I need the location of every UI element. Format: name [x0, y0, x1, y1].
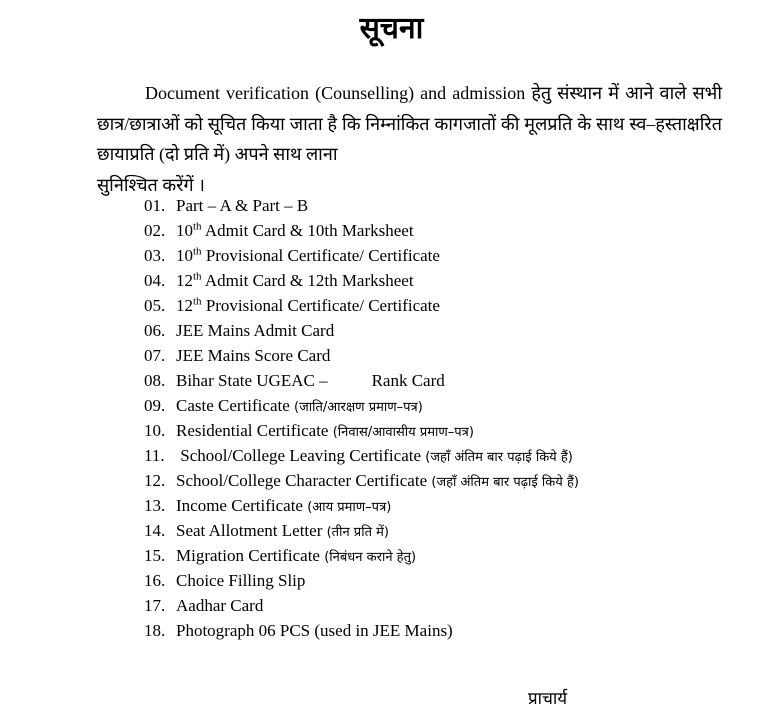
item-number: 03. [144, 246, 166, 265]
item-number: 14. [144, 521, 166, 540]
item-text: Provisional Certificate/ Certificate [201, 246, 440, 265]
item-text: Bihar State UGEAC – [176, 371, 328, 390]
item-note: (जहाँ अंतिम बार पढ़ाई किये हैं) [425, 450, 573, 465]
item-note: (जहाँ अंतिम बार पढ़ाई किये हैं) [431, 475, 579, 490]
item-grade: 10 [176, 221, 193, 240]
intro-last-line: सुनिश्चित करेंगें । [97, 174, 205, 195]
item-text: JEE Mains Admit Card [176, 321, 335, 340]
list-item [144, 393, 579, 418]
item-number: 16. [144, 571, 166, 590]
item-grade: 12 [176, 271, 193, 290]
item-sup: th [193, 295, 202, 308]
item-grade: 10 [176, 246, 193, 265]
item-number: 08. [144, 371, 166, 390]
item-text: Part – A & Part – B [176, 196, 309, 215]
item-number: 05. [144, 296, 166, 315]
item-note: (निबंधन कराने हेतु) [324, 550, 417, 565]
intro-text: Document verification (Counselling) and admission हेतु संस्थान में आने वाले सभी छात्र/छात्राओं को सूचित किया जाता है कि निम्नांकित कागजातों की मूलप्रति के साथ स्व–हस्ताक्षरित छायाप्रति (दो प्रति में) अपने साथ लाना [97, 83, 722, 164]
item-text: Admit Card & 12th Marksheet [201, 271, 414, 290]
list-item [144, 218, 579, 243]
list-item [144, 443, 579, 468]
item-sup: th [193, 245, 202, 258]
item-number: 12. [144, 471, 166, 490]
item-sup: th [193, 220, 202, 233]
item-note: (जाति/आरक्षण प्रमाण–पत्र) [294, 400, 423, 415]
list-item [144, 493, 579, 518]
item-note: (आय प्रमाण–पत्र) [307, 500, 392, 515]
item-text: Admit Card & 10th Marksheet [201, 221, 414, 240]
item-number: 11. [144, 446, 165, 465]
item-text: Choice Filling Slip [176, 571, 306, 590]
item-text: Residential Certificate [176, 421, 333, 440]
item-number: 09. [144, 396, 166, 415]
list-item [144, 468, 579, 493]
list-item [144, 368, 579, 393]
item-number: 10. [144, 421, 166, 440]
list-item [144, 568, 579, 593]
list-item [144, 593, 579, 618]
item-number: 15. [144, 546, 166, 565]
list-item [144, 618, 579, 643]
list-item [144, 318, 579, 343]
notice-title: सूचना [359, 11, 424, 46]
item-text: Provisional Certificate/ Certificate [201, 296, 440, 315]
item-grade: 12 [176, 296, 193, 315]
list-item [144, 193, 579, 218]
item-text: Photograph 06 PCS (used in JEE Mains) [176, 621, 453, 640]
item-text-secondary: Rank Card [371, 371, 445, 390]
item-text: Income Certificate [176, 496, 308, 515]
item-text: JEE Mains Score Card [176, 346, 331, 365]
item-number: 02. [144, 221, 166, 240]
intro-paragraph [97, 78, 722, 200]
item-text: School/College Leaving Certificate [176, 446, 426, 465]
list-item [144, 543, 579, 568]
signature-principal: प्राचार्य [528, 689, 568, 709]
item-number: 17. [144, 596, 166, 615]
item-number: 01. [144, 196, 166, 215]
item-note: (निवास/आवासीय प्रमाण–पत्र) [332, 425, 474, 440]
item-text: Caste Certificate [176, 396, 295, 415]
item-sup: th [193, 270, 202, 283]
item-text: School/College Character Certificate [176, 471, 432, 490]
list-item [144, 418, 579, 443]
item-text: Migration Certificate [176, 546, 325, 565]
document-list [144, 193, 579, 643]
list-item [144, 343, 579, 368]
item-text: Seat Allotment Letter [176, 521, 327, 540]
list-item [144, 243, 579, 268]
item-number: 07. [144, 346, 166, 365]
item-number: 04. [144, 271, 166, 290]
item-number: 18. [144, 621, 166, 640]
item-note: (तीन प्रति में) [326, 525, 389, 540]
item-number: 06. [144, 321, 166, 340]
list-item [144, 518, 579, 543]
item-text: Aadhar Card [176, 596, 264, 615]
list-item [144, 293, 579, 318]
item-number: 13. [144, 496, 166, 515]
list-item [144, 268, 579, 293]
